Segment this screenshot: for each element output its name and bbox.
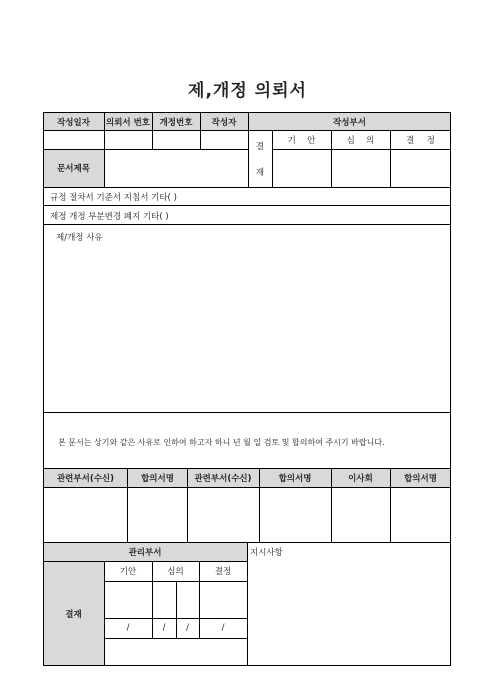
- mgmt-approval-label: 결재: [43, 561, 104, 666]
- draft-header: [272, 131, 331, 149]
- board-header: 이사회: [331, 469, 390, 487]
- approval-label-top: [248, 131, 272, 187]
- action-options: 제정 개정 부분변경 폐지 기타( ): [50, 212, 169, 222]
- author-header: 작성자: [200, 112, 248, 131]
- mgmt-date-slash-3: /: [186, 623, 189, 633]
- v-date-sep: [104, 112, 105, 187]
- review-header: [331, 131, 390, 149]
- v-draft-sep: [331, 131, 332, 187]
- doc-type-options: 규정 절차서 기준서 지침서 기타( ): [50, 193, 177, 203]
- revision-no-header: 개정번호: [152, 112, 200, 131]
- v-reqno-sep: [152, 112, 153, 149]
- consult-sign-header-2: 합의서명: [259, 469, 331, 487]
- final-char-2: 정: [426, 136, 435, 146]
- draft-char-2: 안: [307, 136, 316, 146]
- final-char-1: 결: [406, 136, 415, 146]
- consult-sign-header-1: 합의서명: [128, 469, 187, 487]
- h-number-row-bottom: [43, 149, 248, 150]
- draft-char-1: 기: [287, 136, 296, 146]
- consult-dept-header-2: 관련부서(수신): [187, 469, 259, 487]
- review-char-2: 의: [366, 136, 375, 146]
- v-approval-label-sep: [272, 131, 273, 187]
- border-right: [450, 112, 451, 666]
- consult-sign-header-3: 합의서명: [390, 469, 451, 487]
- mgmt-date-slash-2: /: [162, 623, 166, 633]
- v-review-sep: [390, 131, 391, 187]
- v-consult-4: [331, 469, 332, 543]
- mgmt-dept-header: 관리부서: [43, 543, 247, 561]
- reason-field[interactable]: [44, 244, 450, 412]
- final-header: [390, 131, 451, 149]
- consult-dept-header-1: 관련부서(수신): [43, 469, 128, 487]
- h-title-row-bottom: [43, 187, 451, 188]
- mgmt-final-header: 결정: [214, 567, 232, 577]
- mgmt-review-header: 심의: [167, 567, 184, 577]
- approval-char-2: 재: [255, 168, 265, 178]
- v-mgmt-review-sep: [199, 561, 200, 639]
- v-revno-sep: [200, 112, 201, 149]
- v-consult-3: [259, 469, 260, 543]
- page-title: 제,개정 의뢰서: [188, 81, 307, 101]
- v-mgmt-label-sep: [104, 561, 105, 666]
- doc-title-label: 문서제목: [43, 149, 104, 187]
- date-header: 작성일자: [43, 112, 104, 131]
- h-approval-head: [272, 149, 451, 150]
- reason-label: 제/개정 사유: [56, 233, 103, 243]
- doc-title-field[interactable]: [104, 149, 248, 187]
- h-mgmt-head-bottom: [43, 561, 247, 562]
- v-consult-5: [390, 469, 391, 543]
- v-mgmt-right: [247, 543, 248, 666]
- request-sentence: 본 문서는 상기와 같은 사유로 인하여 하고자 하니 년 월 일 검토 및 합의하여 주시기 바랍니다.: [58, 438, 385, 447]
- v-consult-2: [187, 469, 188, 543]
- review-char-1: 심: [346, 136, 355, 146]
- request-no-header: 의뢰서 번호: [104, 112, 152, 131]
- dept-header: 작성부서: [248, 112, 451, 131]
- instructions-label: 지시사항: [250, 548, 283, 558]
- mgmt-date-slash-4: /: [221, 623, 225, 633]
- mgmt-date-slash-1: /: [126, 623, 130, 633]
- border-left: [43, 112, 44, 666]
- h-action-bottom: [43, 224, 451, 225]
- v-mgmt-draft-sep: [152, 561, 153, 639]
- v-author-sep: [248, 112, 249, 187]
- v-mgmt-review-mid: [176, 581, 177, 639]
- h-reason-bottom: [43, 412, 451, 413]
- approval-char-1: 결: [255, 142, 265, 152]
- h-doctype-bottom: [43, 205, 451, 206]
- mgmt-draft-header: 기안: [119, 567, 137, 577]
- v-consult-1: [127, 469, 128, 543]
